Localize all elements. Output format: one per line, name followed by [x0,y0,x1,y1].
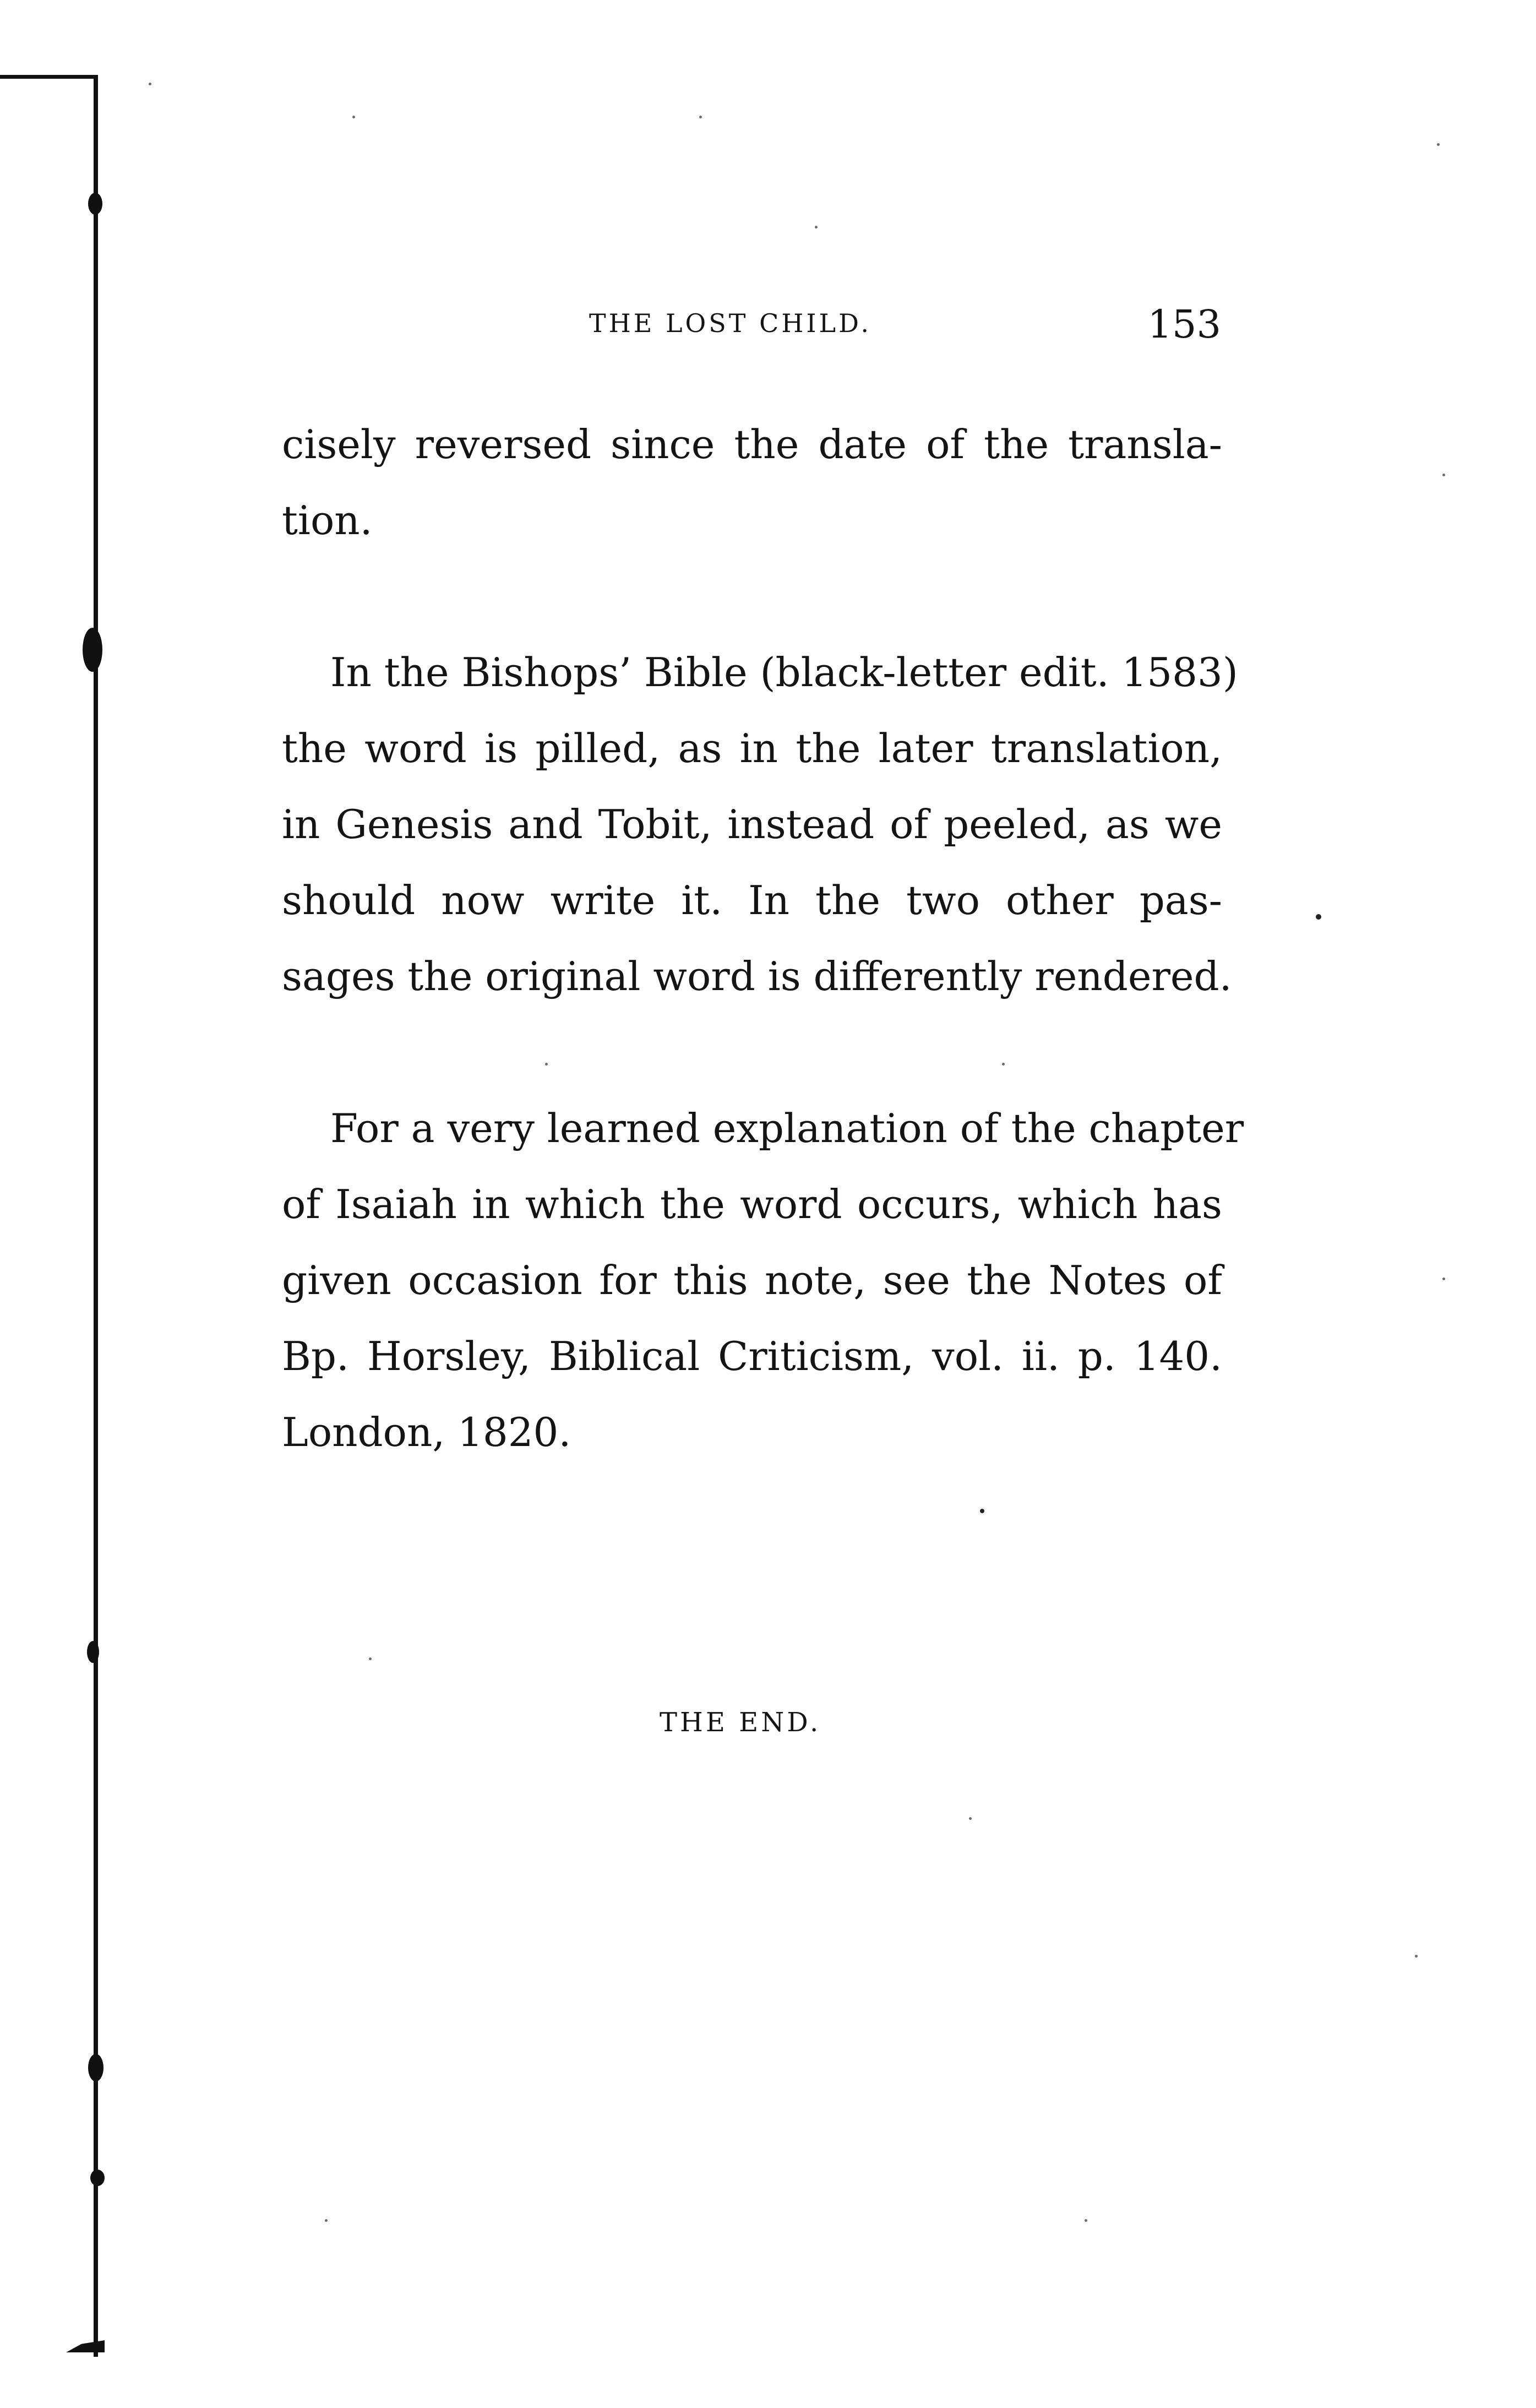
scan-speck [1085,2219,1087,2222]
scan-speck [1415,1955,1418,1958]
scan-speck [149,83,151,85]
binding-edge-foot [66,2340,105,2352]
text-line: should now write it. In the two other pas- [282,877,1222,923]
scan-speck [980,1509,984,1513]
binding-thread-mark [83,628,102,672]
paragraph [282,406,1222,558]
running-head [281,302,1221,346]
scan-speck [1316,914,1321,920]
text-line: sages the original word is differently rendered. [282,953,1232,999]
binding-thread-mark [87,1641,99,1663]
text-line: the word is pilled, as in the later translation, [282,725,1222,771]
scan-speck [969,1817,972,1820]
text-line: For a very learned explanation of the chapter [330,1105,1244,1151]
text-line: Bp. Horsley, Biblical Criticism, vol. ii. p. 140. [282,1333,1222,1379]
scan-speck [1002,1063,1005,1066]
text-line: cisely reversed since the date of the transla- [282,421,1222,468]
text-line: London, 1820. [282,1409,571,1455]
scan-speck [815,226,818,229]
scan-speck [545,1063,548,1066]
binding-edge-top [0,75,98,79]
scan-speck [325,2219,328,2222]
paragraph [282,1090,1244,1470]
scan-speck [699,116,702,118]
scan-speck [1442,1278,1445,1280]
scan-speck [369,1657,372,1660]
text-line: tion. [282,497,373,543]
running-title: THE LOST CHILD. [589,308,872,338]
text-line: in Genesis and Tobit, instead of peeled, as we [282,801,1222,847]
text-line: In the Bishops’ Bible (black-letter edit. 1583) [330,649,1238,695]
binding-thread-mark [88,193,102,215]
text-line: given occasion for this note, see the Notes of [282,1257,1222,1303]
text-line: of Isaiah in which the word occurs, which has [282,1181,1222,1227]
binding-thread-mark [88,2054,104,2081]
scan-speck [352,116,355,118]
paragraph [282,634,1238,1014]
the-end-label: THE END. [660,1707,821,1738]
scan-speck [1437,143,1440,146]
binding-edge [94,77,98,2357]
page-number: 153 [1147,302,1221,347]
binding-thread-mark [90,2170,105,2186]
scan-speck [1442,474,1445,476]
